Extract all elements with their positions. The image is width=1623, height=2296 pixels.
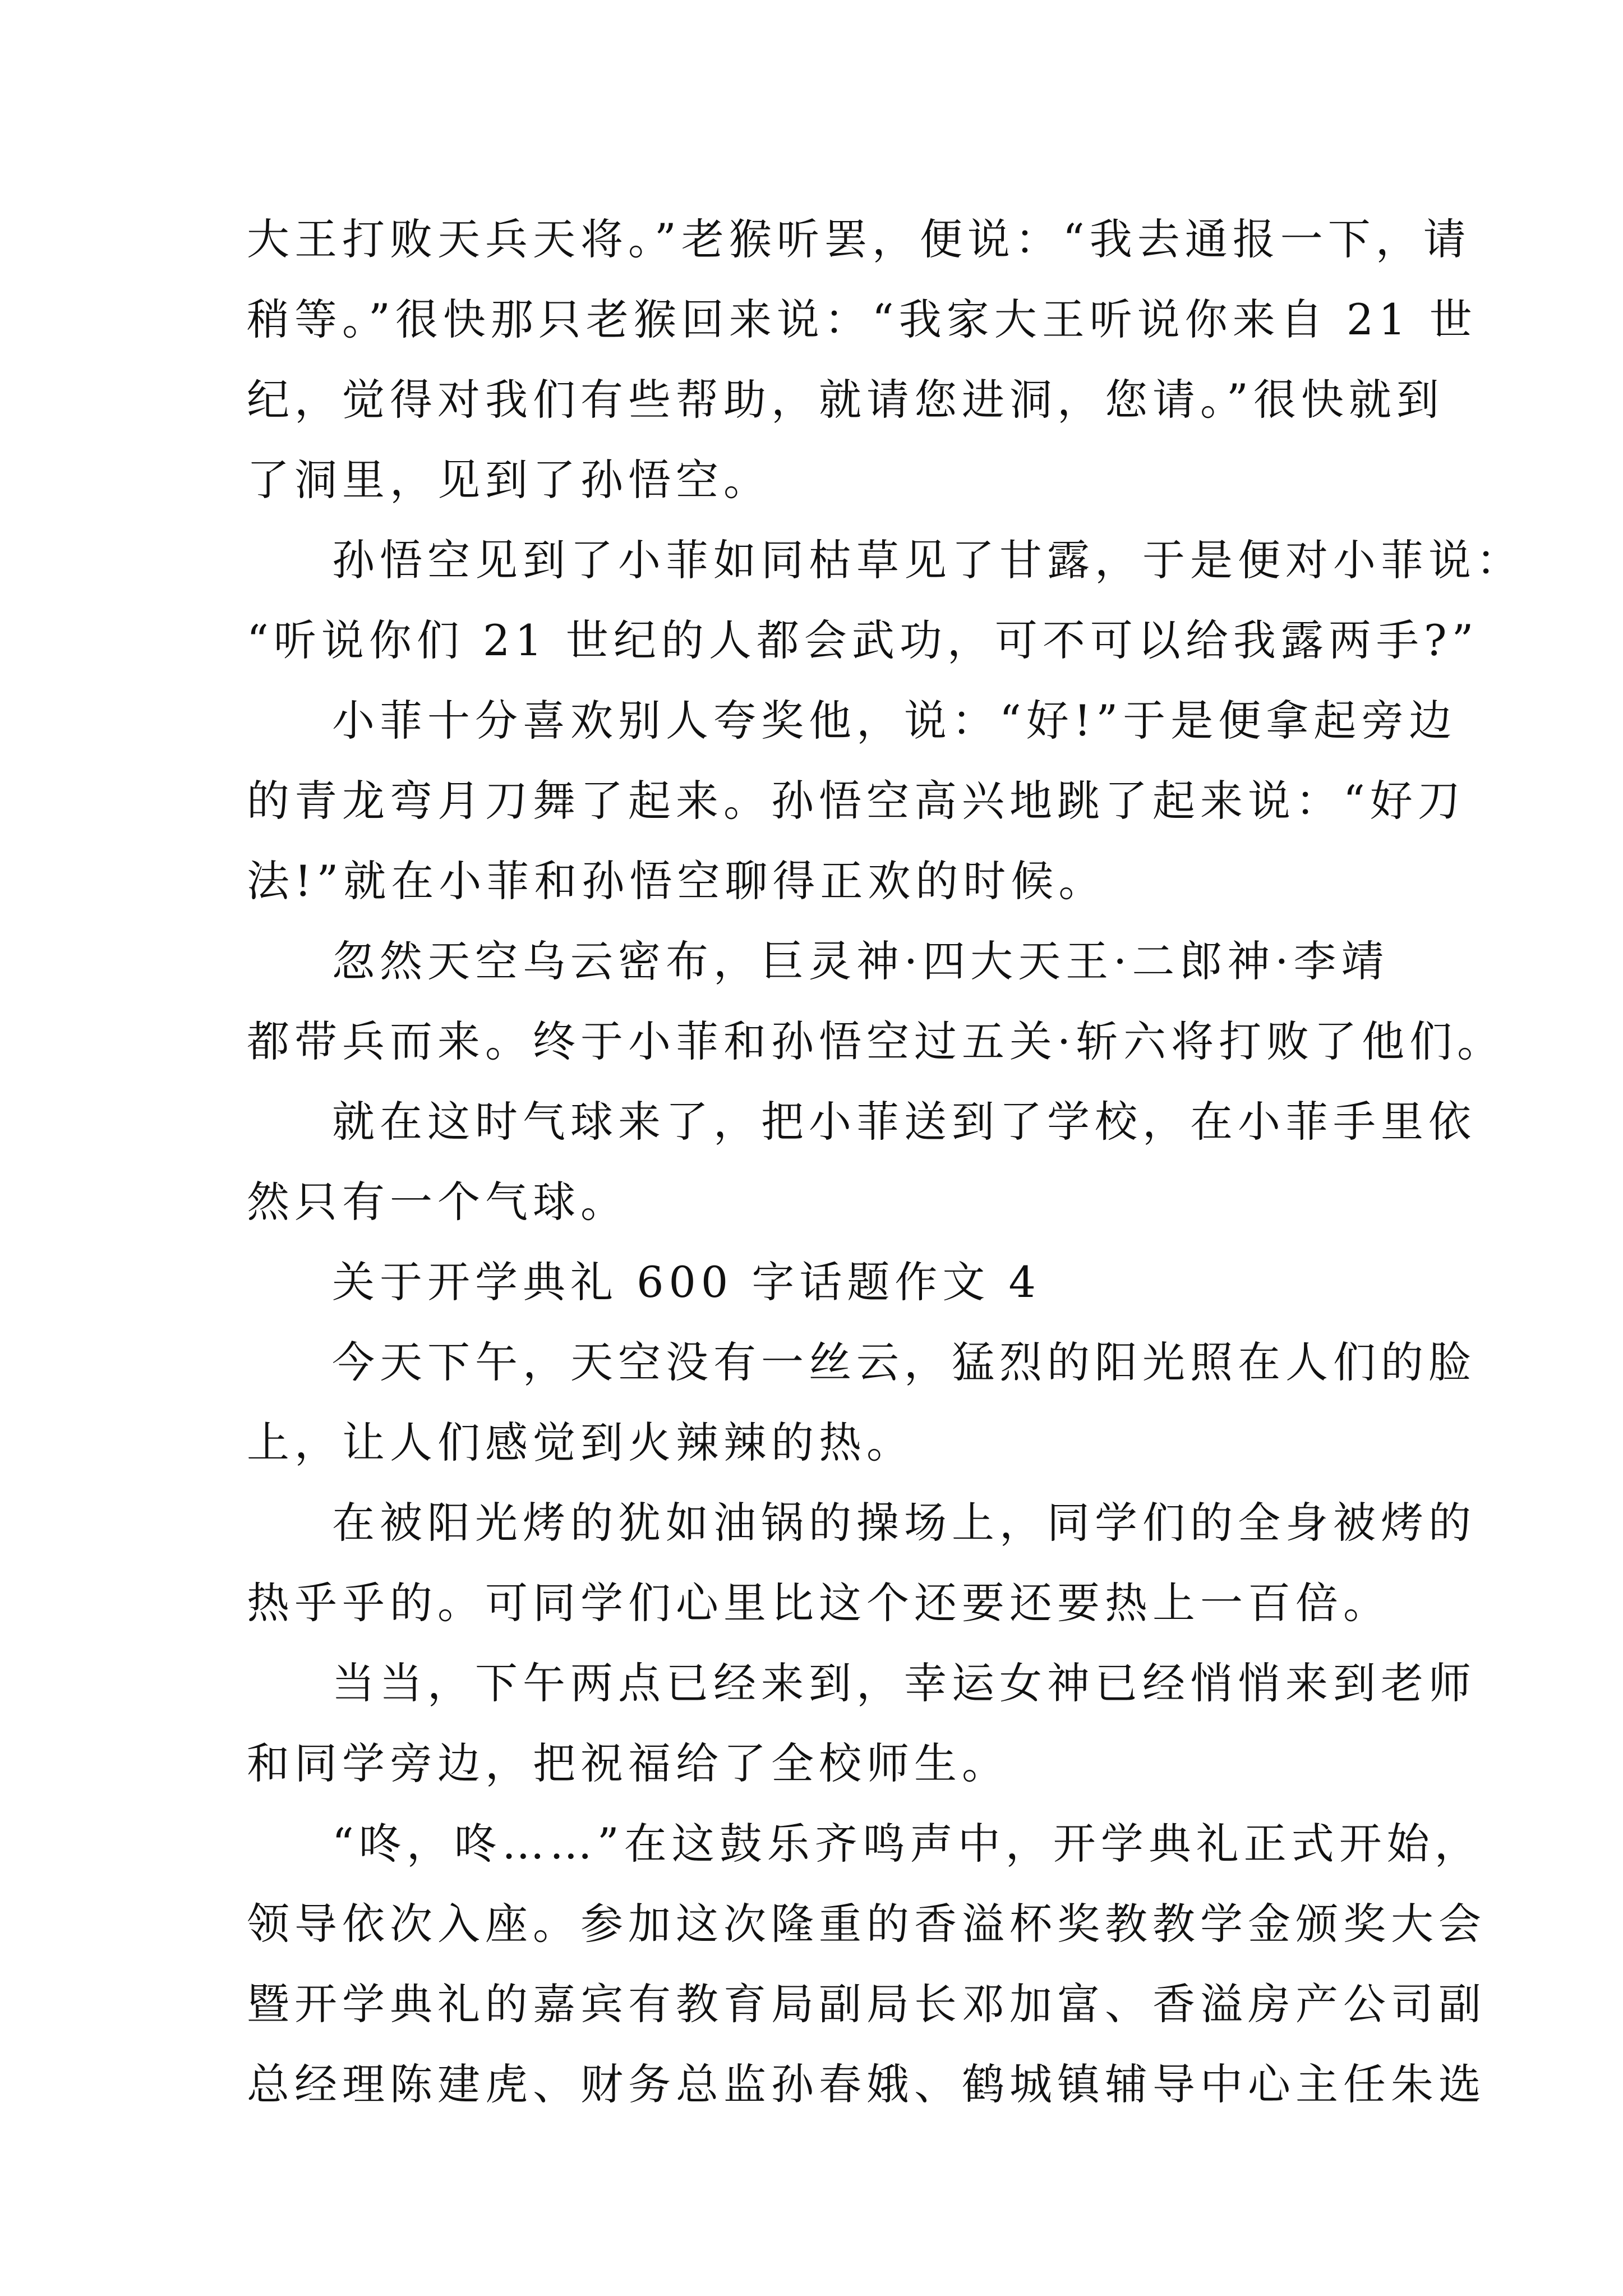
text-line: 孙悟空见到了小菲如同枯草见了甘露，于是便对小菲说：	[332, 535, 1524, 585]
text-line: 热乎乎的。可同学们心里比这个还要还要热上一百倍。	[247, 1578, 1391, 1628]
text-line: 的青龙弯月刀舞了起来。孙悟空高兴地跳了起来说：“好刀	[247, 776, 1465, 826]
text-line: 了洞里，见到了孙悟空。	[247, 455, 771, 505]
text-line: 都带兵而来。终于小菲和孙悟空过五关·斩六将打败了他们。	[247, 1016, 1505, 1066]
text-line: 在被阳光烤的犹如油锅的操场上，同学们的全身被烤的	[332, 1498, 1476, 1548]
text-line: 忽然天空乌云密布，巨灵神·四大天王·二郎神·李靖	[332, 936, 1389, 986]
text-line: 就在这时气球来了，把小菲送到了学校，在小菲手里依	[332, 1097, 1476, 1147]
text-line: 小菲十分喜欢别人夸奖他，说：“好!”于是便拿起旁边	[332, 696, 1457, 746]
text-line: 稍等。”很快那只老猴回来说：“我家大王听说你来自 21 世	[247, 295, 1477, 344]
text-line: 法!”就在小菲和孙悟空聊得正欢的时候。	[247, 856, 1106, 906]
text-line: “听说你们 21 世纪的人都会武功，可不可以给我露两手?”	[247, 615, 1479, 665]
text-line: 总经理陈建虎、财务总监孙春娥、鹤城镇辅导中心主任朱选	[247, 2059, 1486, 2109]
section-heading: 关于开学典礼 600 字话题作文 4	[332, 1257, 1041, 1307]
text-line: 和同学旁边，把祝福给了全校师生。	[247, 1738, 1009, 1788]
text-line: 然只有一个气球。	[247, 1177, 628, 1227]
text-line: 暨开学典礼的嘉宾有教育局副局长邓加富、香溢房产公司副	[247, 1979, 1486, 2029]
text-line: “咚，咚……”在这鼓乐齐鸣声中，开学典礼正式开始，	[332, 1819, 1482, 1869]
text-line: 纪，觉得对我们有些帮助，就请您进洞，您请。”很快就到	[247, 375, 1444, 425]
text-line: 今天下午，天空没有一丝云，猛烈的阳光照在人们的脸	[332, 1337, 1476, 1387]
text-line: 当当，下午两点已经来到，幸运女神已经悄悄来到老师	[332, 1658, 1476, 1708]
text-line: 大王打败天兵天将。”老猴听罢，便说：“我去通报一下，请	[247, 214, 1471, 264]
text-line: 上，让人们感觉到火辣辣的热。	[247, 1418, 914, 1467]
text-line: 领导依次入座。参加这次隆重的香溢杯奖教教学金颁奖大会	[247, 1899, 1486, 1949]
document-page	[247, 199, 1524, 2124]
